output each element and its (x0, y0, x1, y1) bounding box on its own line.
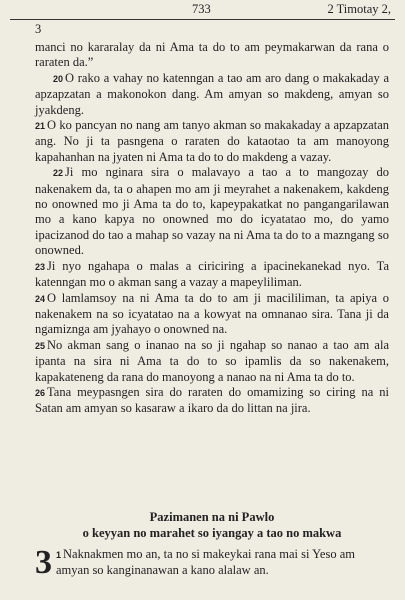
chapter-number: 3 (35, 544, 52, 581)
reference-continuation: 3 (35, 22, 42, 36)
verse-22: 22 Ji mo nginara sira o malavayo a tao a to mangozay do nakenakem da, ta o ahapen mo am ji meyrahet a nakenakem, kakdeng no onowned mo ji Ama ta do to, kapeypakatkat no pangangarilawan mo a kano kapya no onowned mo do icyatatao mo, do yamo ipacizanod do tao a mahap so vazay na ni Ama ta do to a mazngang so onowned. (35, 165, 389, 258)
page-header (0, 2, 405, 18)
chapter-3-start (35, 544, 389, 581)
verse-number: 1 (56, 550, 62, 560)
verse-26: 26 Tana meypasngen sira do raraten do omamizing so ciring na ni Satan am amyan so kasaraw a ikaro da do littan na jira. (35, 384, 389, 416)
verse-24: 24 O lamlamsoy na ni Ama ta do to am ji macililiman, ta apiya o nakenakem na so icyatatao na a kowyat na omnanao sira. Tana ji da ngamizngа am jyahayo o onowned na. (35, 290, 389, 337)
verse-19-end: manci no kararalay da ni Ama ta do to am peymakarwan da rana o raraten da.” (35, 40, 389, 70)
chapter-verse-text: Naknakmen mo an, ta no si makeykai rana mai si Yeso am amyan so kanginanawan a kano alalaw an. (56, 547, 355, 578)
verse-21: 21 O ko pancyan no nang am tanyo akman so makakaday a apzapzatan ang. No ji ta pasngena o raraten do kataotao ta am manoyong kapahanhan na jyaten ni Ama ta do to do makdeng a vazay. (35, 118, 389, 164)
section-heading-line-1: Pazimanen na ni Pawlo (149, 510, 275, 524)
scripture-text (35, 40, 389, 417)
section-heading-line-2: o keyyan no marahet so iyangay a tao no makwa (82, 525, 342, 540)
verse-23: 23 Ji nyo ngahapa o malas a ciriciring a ipacinekanekad nyo. Ta katenngan mo o akman sang a vazay a mapeyliliman. (35, 258, 389, 290)
section-heading (35, 510, 389, 541)
verse-25: 25 No akman sang o inanao na so ji ngahap so nanao a tao am ala ipanta na sira ni Ama ta do to so ipamlis da so nakenakem, kapakateneng da rana do manoyong a nanao na ni Ama ta do to. (35, 337, 389, 384)
running-reference: 2 Timotay 2, (327, 2, 391, 16)
page-number: 733 (192, 2, 211, 16)
verse-20: 20 O rako a vahay no katenngan a tao am aro dang o makakaday a apzapzatan a makonokon dang. Am amyan so makdeng, amyan so jyakdeng. (35, 70, 389, 117)
header-rule (10, 19, 395, 20)
